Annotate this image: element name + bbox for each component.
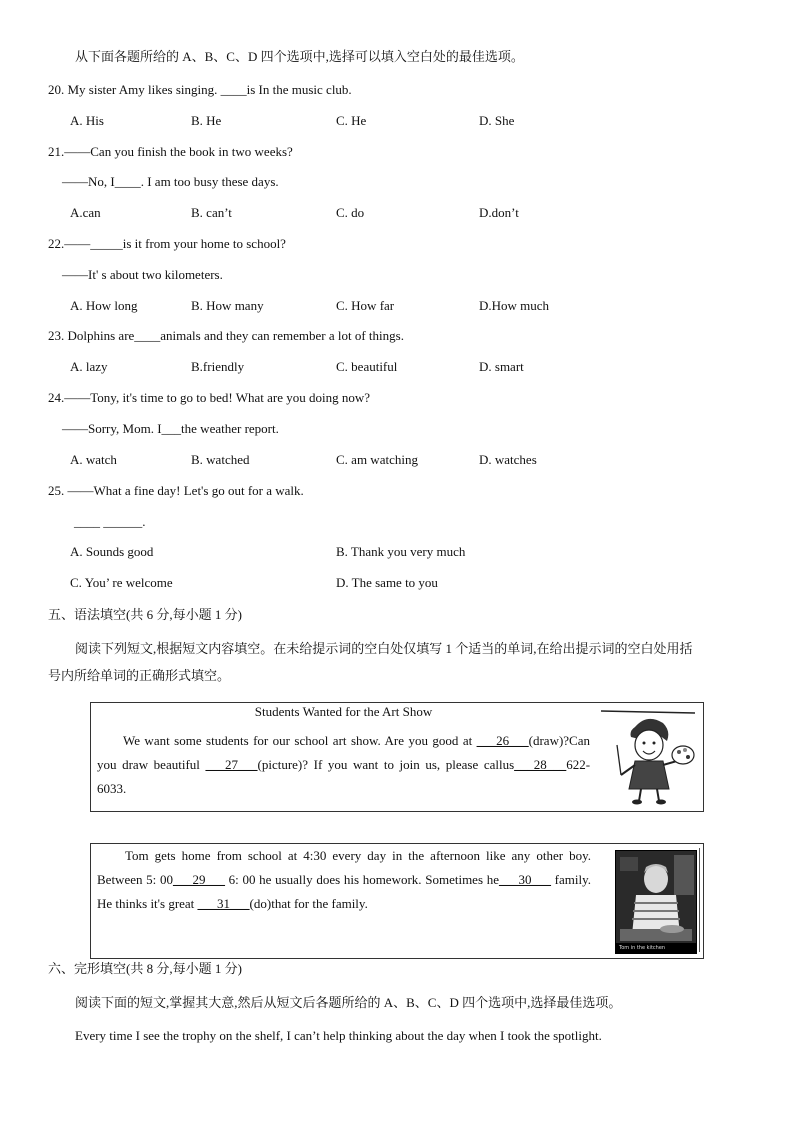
blank-31: ___31___ xyxy=(197,896,250,911)
q23-option-c: C. beautiful xyxy=(336,359,398,374)
q23-option-a: A. lazy xyxy=(70,359,108,374)
q21-option-a: A.can xyxy=(70,205,101,220)
q23-option-d: D. smart xyxy=(479,359,524,374)
tom-line-3b: (do)that for the family. xyxy=(249,896,368,911)
q23-option-b: B.friendly xyxy=(191,359,245,374)
cloze-passage-first-line: Every time I see the trophy on the shelf, I can’t help thinking about the day when I took the spotlight. xyxy=(75,1028,602,1043)
question-22: 22.——_____is it from your home to school? xyxy=(48,236,286,251)
section5-heading: 五、语法填空(共 6 分,每小题 1 分) xyxy=(48,607,242,622)
question-24: 24.——Tony, it's time to go to bed! What are you doing now? xyxy=(48,390,371,405)
tom-story-box xyxy=(90,843,704,959)
question-25: 25. ——What a fine day! Let's go out for a walk. xyxy=(48,483,304,498)
section5-instruction-line2: 号内所给单词的正确形式填空。 xyxy=(48,668,231,683)
q25-option-b: B. Thank you very much xyxy=(336,544,466,559)
photo-edge-line xyxy=(699,848,700,952)
question-25-reply: ____ ______. xyxy=(74,514,146,529)
notice-line-2a: (draw)?Can you draw beautiful xyxy=(97,733,590,772)
tom-line-1: Tom gets home from school at 4:30 every day in the afternoon like any other boy. xyxy=(125,848,591,863)
q20-option-b: B. He xyxy=(191,113,222,128)
q20-option-a: A. His xyxy=(70,113,104,128)
tom-kitchen-photo xyxy=(615,850,697,954)
q21-option-b: B. can’t xyxy=(191,205,232,220)
photo-caption: Tom in the kitchen xyxy=(616,943,697,953)
q24-option-c: C. am watching xyxy=(336,452,418,467)
q22-option-d: D.How much xyxy=(479,298,550,313)
section4-instruction: 从下面各题所给的 A、B、C、D 四个选项中,选择可以填入空白处的最佳选项。 xyxy=(75,49,524,64)
q22-option-a: A. How long xyxy=(70,298,138,313)
notice-line-3b: 622-6033. xyxy=(97,757,591,796)
question-22-reply: ——It' s about two kilometers. xyxy=(62,267,223,282)
tom-story-paragraph xyxy=(97,844,591,916)
q25-option-a: A. Sounds good xyxy=(70,544,154,559)
tom-line-2a: Between 5: 00 xyxy=(97,872,173,887)
q25-option-d: D. The same to you xyxy=(336,575,438,590)
photo-scene xyxy=(616,851,696,953)
question-23: 23. Dolphins are____animals and they can remember a lot of things. xyxy=(48,328,404,343)
question-20: 20. My sister Amy likes singing. ____is In the music club. xyxy=(48,82,352,97)
q24-option-d: D. watches xyxy=(479,452,537,467)
q20-option-c: C. He xyxy=(336,113,367,128)
notice-line-2b: (picture)? If you want to join us, xyxy=(257,757,441,772)
art-show-notice-box xyxy=(90,702,704,812)
question-24-reply: ——Sorry, Mom. I___the weather report. xyxy=(62,421,279,436)
q21-option-c: C. do xyxy=(336,205,365,220)
q20-option-d: D. She xyxy=(479,113,515,128)
blank-29: ___29___ xyxy=(172,872,225,887)
tom-line-3a: family. He thinks it's great xyxy=(97,872,591,911)
section6-heading: 六、完形填空(共 8 分,每小题 1 分) xyxy=(48,961,242,976)
q25-option-c: C. You’ re welcome xyxy=(70,575,173,590)
notice-paragraph xyxy=(97,729,590,801)
section5-instruction-line1: 阅读下列短文,根据短文内容填空。在未给提示词的空白处仅填写 1 个适当的单词,在给出提示词的空白处用括 xyxy=(75,641,693,656)
q22-option-c: C. How far xyxy=(336,298,395,313)
question-21-reply: ——No, I____. I am too busy these days. xyxy=(62,174,279,189)
blank-30: ___30___ xyxy=(498,872,551,887)
q24-option-a: A. watch xyxy=(70,452,117,467)
notice-title: Students Wanted for the Art Show xyxy=(254,704,433,719)
q24-option-b: B. watched xyxy=(191,452,250,467)
tom-line-2b: 6: 00 he usually does his homework. Sometimes he xyxy=(228,872,499,887)
q21-option-d: D.don’t xyxy=(479,205,519,220)
blank-26: ___26___ xyxy=(476,733,529,748)
notice-line-3a: please callus xyxy=(445,757,515,772)
question-21: 21.——Can you finish the book in two weeks? xyxy=(48,144,293,159)
blank-27: ___27___ xyxy=(205,757,258,772)
girl-painter-illustration xyxy=(599,705,699,807)
section6-instruction: 阅读下面的短文,掌握其大意,然后从短文后各题所给的 A、B、C、D 四个选项中,选择最佳选项。 xyxy=(75,995,622,1010)
notice-line-1: We want some students for our school art show. Are you good at xyxy=(123,733,473,748)
q22-option-b: B. How many xyxy=(191,298,264,313)
blank-28: ___28___ xyxy=(514,757,567,772)
